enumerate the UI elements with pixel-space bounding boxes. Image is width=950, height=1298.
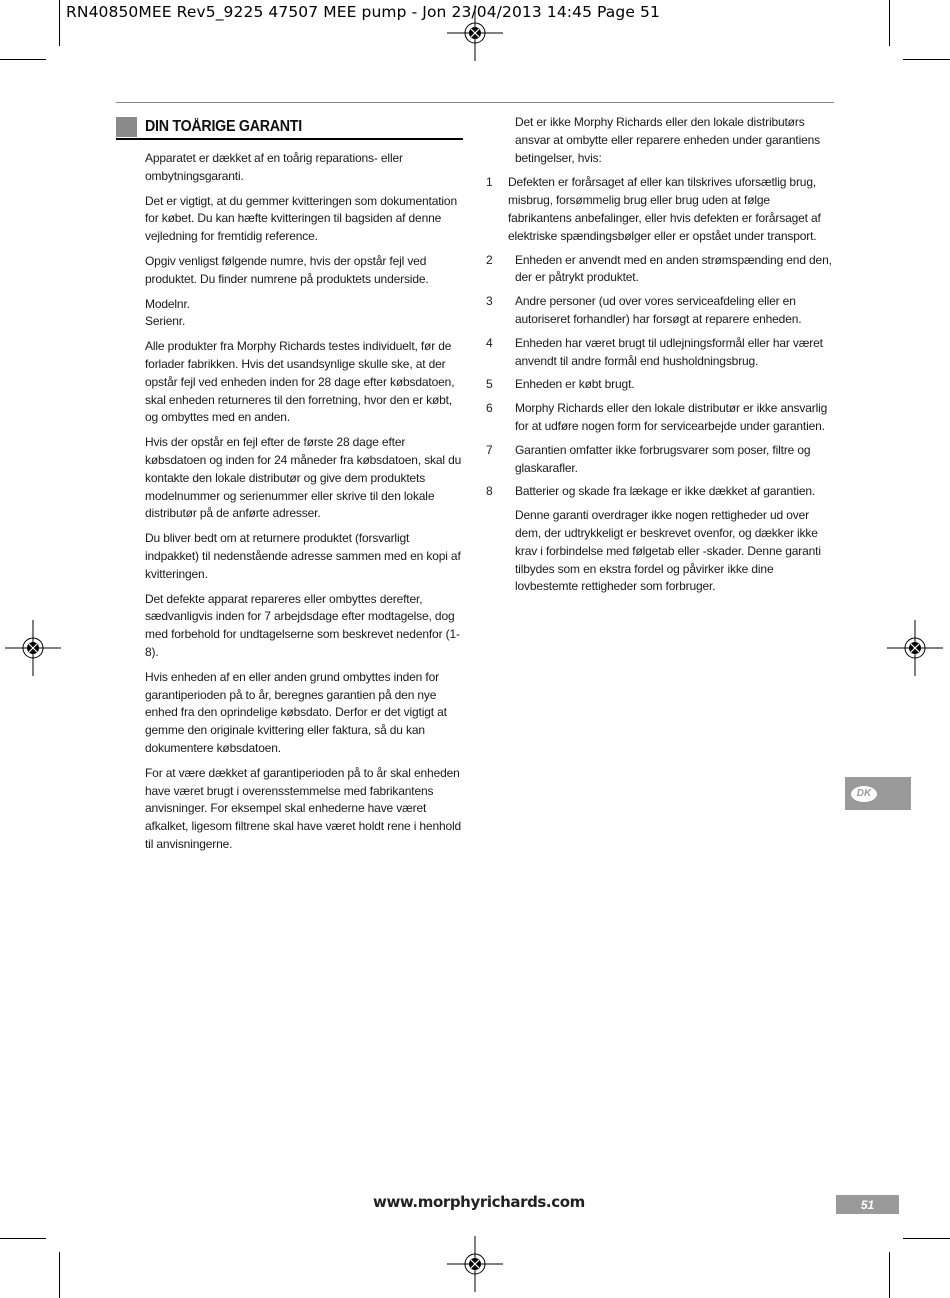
list-item-text: Defekten er forårsaget af eller kan tilskrives uforsætlig brug, misbrug, forsømmelig brug eller brug uden at følge fabrikantens anbefalinger, eller hvis defekten er forårsaget af elektriske spændingsbølger eller er opstået under transport. <box>508 175 821 243</box>
paragraph: Det defekte apparat repareres eller ombyttes derefter, sædvanligvis inden for 7 arbejdsdage efter modtagelse, dog med forbehold for undtagelserne som beskrevet nedenfor (1-8). <box>145 591 460 659</box>
page-number-tab <box>836 1195 899 1214</box>
heading-marker <box>116 117 137 137</box>
paragraph: Hvis der opstår en fejl efter de første 28 dage efter købsdatoen og inden for 24 måneder fra købsdatoen, skal du kontakte den lokale distributør og give dem produktets modelnummer og serienummer eller skrive til den lokale distributør på de anførte adresser. <box>145 435 462 521</box>
crop-mark <box>0 1238 46 1239</box>
paragraph: For at være dækket af garantiperioden på to år skal enheden have været brugt i overensstemmelse med fabrikantens anvisninger. For eksempel skal enhederne have været afkalket, ligesom filtrene skal have været holdt rene i henhold til anvisningerne. <box>145 765 462 851</box>
registration-mark-icon <box>887 620 943 676</box>
registration-mark-icon <box>5 620 61 676</box>
crop-mark <box>889 1252 890 1298</box>
list-item-number: 3 <box>486 294 493 309</box>
left-column <box>116 116 463 861</box>
right-column <box>486 114 836 603</box>
registration-mark-icon <box>447 1236 503 1292</box>
list-item-number: 2 <box>486 252 493 267</box>
paragraph: Det er vigtigt, at du gemmer kvitteringen som dokumentation for købet. Du kan hæfte kvitteringen til bagsiden af denne vejledning for fremtidig reference. <box>145 193 457 244</box>
model-number-label: Modelnr. <box>145 296 190 311</box>
list-item-number: 8 <box>486 484 493 499</box>
list-item <box>486 252 836 288</box>
list-item-number: 1 <box>486 175 493 190</box>
crop-mark <box>59 0 60 46</box>
list-item-text: Morphy Richards eller den lokale distributør er ikke ansvarlig for at udføre nogen form for servicearbejde under garantien. <box>515 401 828 433</box>
list-item <box>486 174 836 245</box>
crop-mark <box>59 1252 60 1298</box>
language-code: DK <box>851 786 877 802</box>
crop-mark <box>903 1238 950 1239</box>
section-title: DIN TOÅRIGE GARANTI <box>145 118 302 135</box>
page-number: 51 <box>860 1197 875 1212</box>
list-item <box>486 483 836 501</box>
list-item <box>486 400 836 436</box>
paragraph: Alle produkter fra Morphy Richards testes individuelt, før de forlader fabrikken. Hvis det usandsynlige skulle ske, at der opstår fejl ved enheden inden for 28 dage efter købsdatoen, skal enheden returneres til den forretning, hvor den er købt, og ombyttes med en anden. <box>145 339 455 425</box>
list-item-text: Garantien omfatter ikke forbrugsvarer som poser, filtre og glaskarafler. <box>515 442 811 475</box>
paragraph: Opgiv venligst følgende numre, hvis der opstår fejl ved produktet. Du finder numrene på produktets underside. <box>145 253 429 286</box>
list-item-text: Enheden er købt brugt. <box>515 377 635 392</box>
registration-mark-icon <box>447 5 503 61</box>
paragraph: Apparatet er dækket af en toårig reparations- eller ombytningsgaranti. <box>145 151 403 183</box>
list-item-text: Enheden er anvendt med en anden strømspænding end den, der er påtrykt produktet. <box>515 252 832 285</box>
list-item-number: 5 <box>486 377 493 392</box>
paragraph: Hvis enheden af en eller anden grund ombyttes inden for garantiperioden på to år, beregnes garantien på den nye enhed fra den oprindelige købsdato. Derfor er det vigtigt at gemme den originale kvittering eller faktura, så du kan dokumentere købsdatoen. <box>145 669 447 755</box>
list-item-number: 6 <box>486 401 493 416</box>
paragraph: Du bliver bedt om at returnere produktet (forsvarligt indpakket) til nedenstående adresse sammen med en kopi af kvitteringen. <box>145 531 461 581</box>
top-divider <box>116 102 834 103</box>
list-item-number: 4 <box>486 335 493 350</box>
list-item-text: Andre personer (ud over vores serviceafdeling eller en autoriseret forhandler) har forsøgt at reparere enheden. <box>515 294 802 326</box>
warranty-disclaimer: Denne garanti overdrager ikke nogen rettigheder ud over dem, der udtrykkeligt er beskrevet ovenfor, og dækker ikke krav i forbindelse med følgetab eller -skader. Denne garanti tilbydes som en ekstra fordel og påvirker ikke dine lovbestemte rettigheder som forbruger. <box>515 508 821 594</box>
printer-slug-line: RN40850MEE Rev5_9225 47507 MEE pump - Jon 23/04/2013 14:45 Page 51 <box>66 3 660 21</box>
website-url: www.morphyrichards.com <box>373 1193 585 1211</box>
exclusions-intro: Det er ikke Morphy Richards eller den lokale distributørs ansvar at ombytte eller reparere enheden under garantiens betingelser, hvis: <box>515 115 820 165</box>
crop-mark <box>0 59 46 60</box>
language-tab <box>845 777 911 810</box>
list-item-text: Enheden har været brugt til udlejningsformål eller har været anvendt til andre formål end husholdningsbrug. <box>515 335 823 368</box>
list-item <box>486 376 836 394</box>
list-item-text: Batterier og skade fra lækage er ikke dækket af garantien. <box>515 484 816 499</box>
list-item <box>486 293 836 329</box>
crop-mark <box>889 0 890 46</box>
serial-number-label: Serienr. <box>145 314 186 329</box>
list-item <box>486 442 836 478</box>
section-heading <box>116 116 463 140</box>
list-item-number: 7 <box>486 442 493 457</box>
list-item <box>486 335 836 371</box>
crop-mark <box>903 59 950 60</box>
